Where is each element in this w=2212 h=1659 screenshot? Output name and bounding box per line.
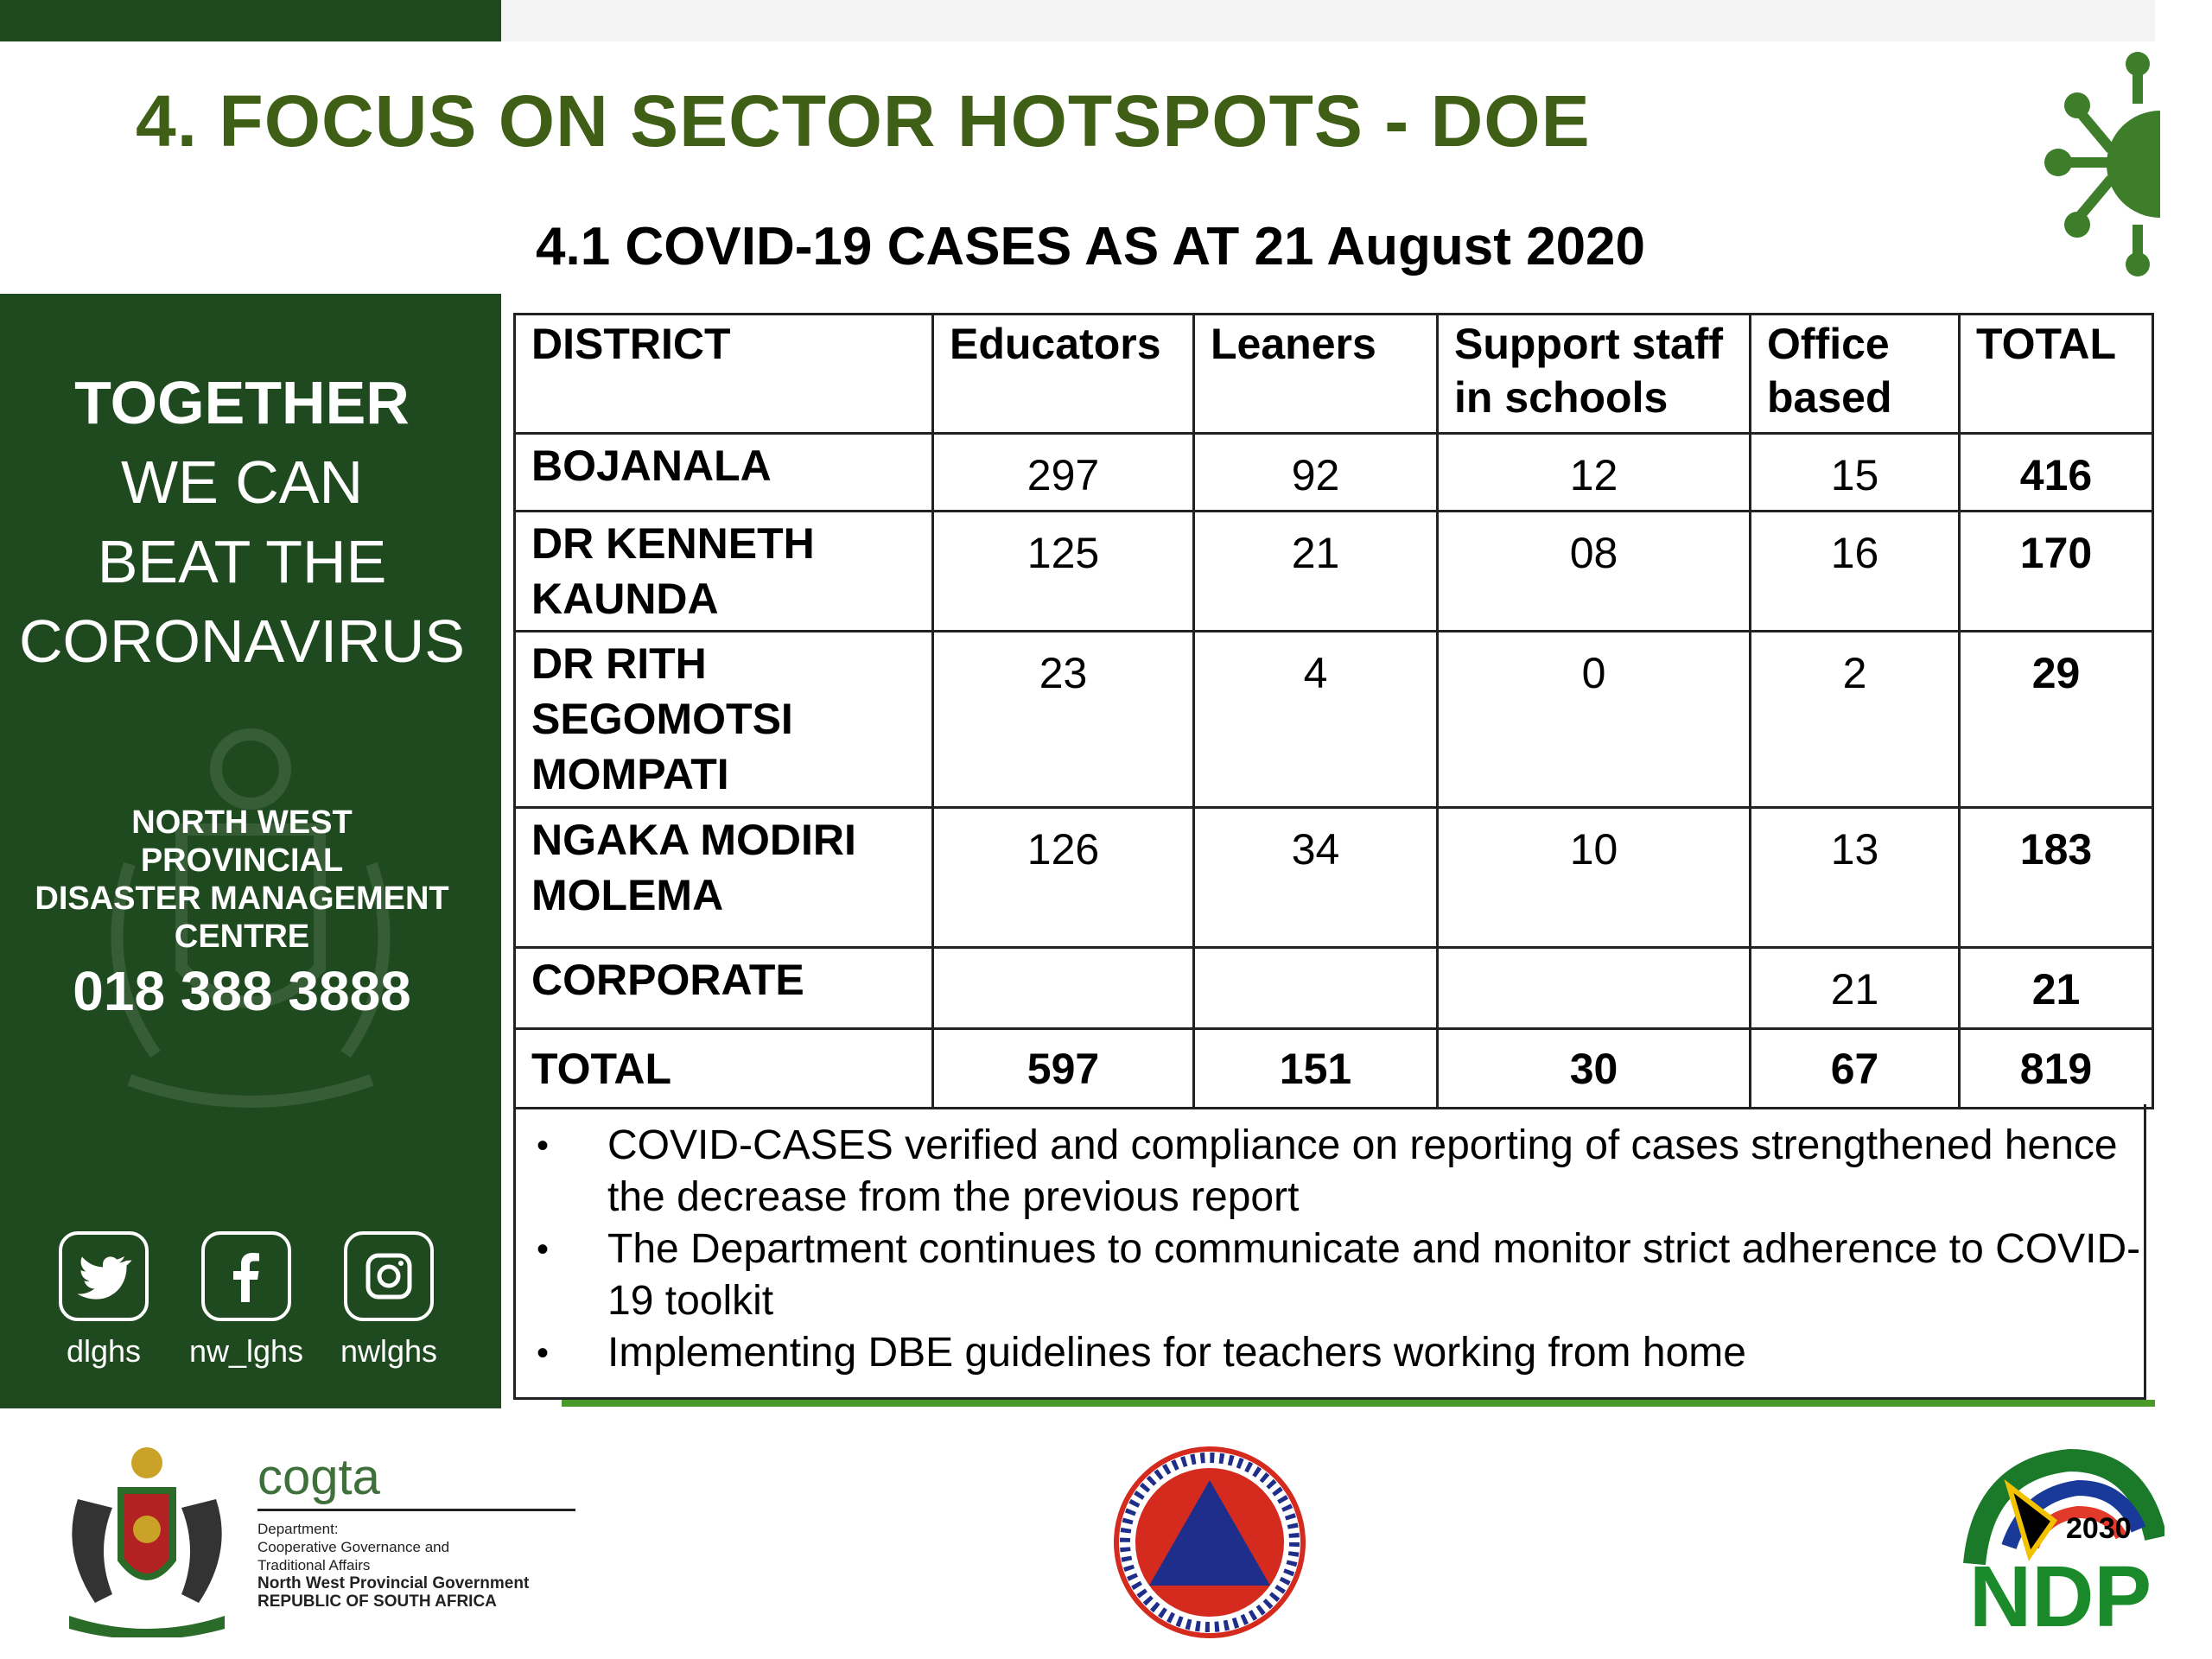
centre-line: DISASTER MANAGEMENT [35,880,449,917]
support-cell: 08 [1438,512,1751,632]
educators-cell: 125 [933,512,1194,632]
office-total-cell: 67 [1751,1029,1960,1109]
centre-line: CENTRE [174,918,310,955]
cogta-line: Traditional Affairs [257,1557,371,1573]
office-cell: 21 [1751,948,1960,1029]
educators-cell: 126 [933,808,1194,948]
disaster-centre-label [0,804,484,956]
sidebar [0,294,501,1408]
top-bar [0,0,501,41]
district-cell: CORPORATE [515,948,933,1029]
social-facebook[interactable] [177,1231,315,1370]
ndp-year: 2030 [2066,1512,2132,1545]
column-header: TOTAL [1960,315,2153,434]
social-handle: dlghs [66,1333,142,1369]
support-cell: 0 [1438,632,1751,808]
column-header: Office based [1751,315,1960,434]
educators-cell: 297 [933,434,1194,512]
total-cell: 170 [1960,512,2153,632]
column-header: Educators [933,315,1194,434]
leaners-cell [1194,948,1438,1029]
table-row [515,948,2153,1029]
educators-cell: 23 [933,632,1194,808]
ndp-text: NDP [1969,1548,2152,1642]
cogta-line: North West Provincial Government [257,1574,530,1592]
column-header: Leaners [1194,315,1438,434]
centre-line: NORTH WEST [131,804,353,841]
support-cell: 12 [1438,434,1751,512]
leaners-cell: 34 [1194,808,1438,948]
leaners-total-cell: 151 [1194,1029,1438,1109]
office-cell: 13 [1751,808,1960,948]
phone-number: 018 388 3888 [73,960,411,1022]
leaners-cell: 21 [1194,512,1438,632]
support-cell [1438,948,1751,1029]
slogan-line: WE CAN [121,448,363,516]
centre-line: PROVINCIAL [140,842,344,879]
leaners-cell: 4 [1194,632,1438,808]
coat-of-arms-icon [43,1439,251,1637]
twitter-icon[interactable] [59,1231,149,1321]
office-cell: 2 [1751,632,1960,808]
table-row [515,808,2153,948]
disaster-management-centre-logo-icon [1106,1439,1313,1646]
total-cell: 29 [1960,632,2153,808]
virus-icon [2039,52,2160,276]
slogan-line: CORONAVIRUS [19,607,465,675]
top-strip [501,0,2155,41]
column-header: Support staff in schools [1438,315,1751,434]
slogan-line: BEAT THE [97,528,387,595]
note-item: • The Department continues to communicate and monitor strict adherence to COVID-19 toolkit [516,1224,2144,1327]
slogan-line: TOGETHER [74,369,410,436]
cases-table [513,313,2154,1109]
page-title: 4. FOCUS ON SECTOR HOTSPOTS - DOE [136,80,1591,162]
total-cell: 21 [1960,948,2153,1029]
support-total-cell: 30 [1438,1029,1751,1109]
grand-total-cell: 819 [1960,1029,2153,1109]
cogta-logo [257,1449,586,1611]
slogan [0,363,484,681]
table-row [515,632,2153,808]
total-label-cell: TOTAL [515,1029,933,1109]
educators-total-cell: 597 [933,1029,1194,1109]
district-cell: DR RITH SEGOMOTSI MOMPATI [515,632,933,808]
facebook-icon[interactable] [201,1231,291,1321]
district-cell: DR KENNETH KAUNDA [515,512,933,632]
page-subtitle: 4.1 COVID-19 CASES AS AT 21 August 2020 [536,217,1646,276]
district-cell: BOJANALA [515,434,933,512]
cogta-line: Cooperative Governance and [257,1539,450,1555]
cogta-line: REPUBLIC OF SOUTH AFRICA [257,1592,497,1611]
cogta-line: Department: [257,1521,339,1537]
social-instagram[interactable] [320,1231,458,1370]
table-row [515,434,2153,512]
instagram-icon[interactable] [344,1231,434,1321]
table-row [515,512,2153,632]
office-cell: 15 [1751,434,1960,512]
district-cell: NGAKA MODIRI MOLEMA [515,808,933,948]
note-item: • COVID-CASES verified and compliance on reporting of cases strengthened hence the decrease from the previous report [516,1120,2144,1224]
leaners-cell: 92 [1194,434,1438,512]
column-header: DISTRICT [515,315,933,434]
support-cell: 10 [1438,808,1751,948]
total-cell: 183 [1960,808,2153,948]
educators-cell [933,948,1194,1029]
social-handle: nwlghs [340,1333,438,1369]
social-handle: nw_lghs [188,1333,304,1369]
table-header-row [515,315,2153,434]
cogta-divider [257,1509,575,1511]
social-twitter[interactable] [35,1231,173,1370]
office-cell: 16 [1751,512,1960,632]
notes-box [513,1104,2146,1400]
note-item: • Implementing DBE guidelines for teachers working from home [516,1327,2144,1379]
total-cell: 416 [1960,434,2153,512]
table-total-row [515,1029,2153,1109]
accent-line [562,1400,2155,1407]
ndp-2030-logo-icon [1957,1434,2164,1642]
social-links [35,1231,467,1370]
cogta-name: cogta [257,1449,380,1505]
